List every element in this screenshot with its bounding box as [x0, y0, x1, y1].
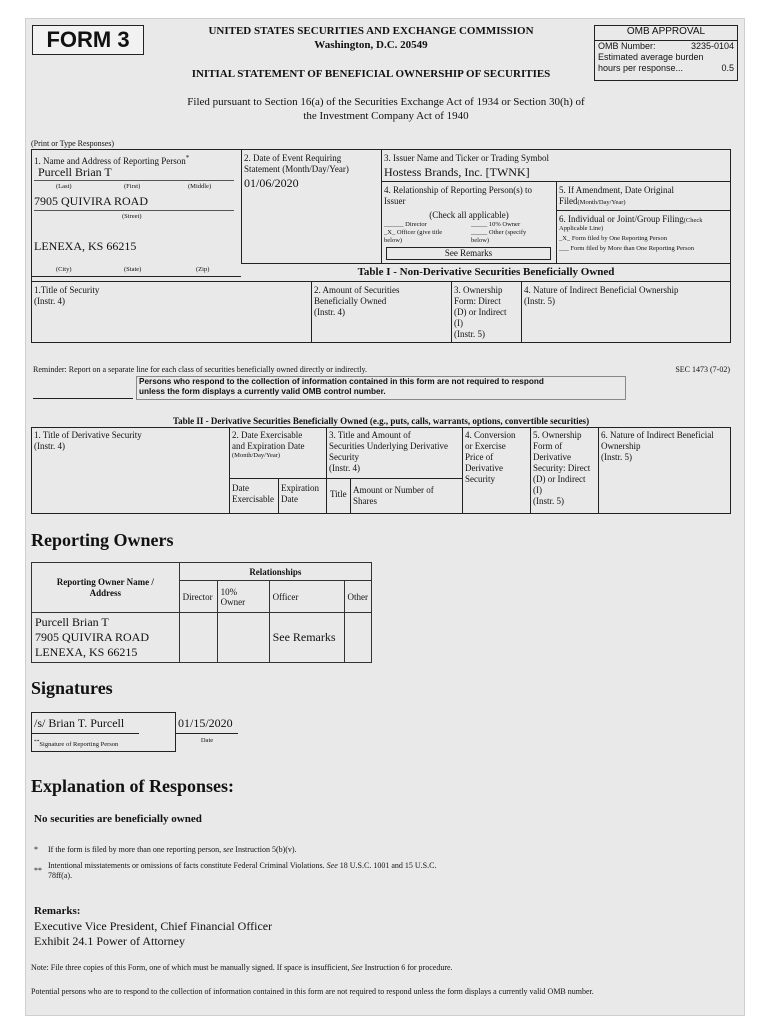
- ten-pct-owner-header: 10% Owner: [217, 581, 269, 613]
- table1-title: Table I - Non-Derivative Securities Beneficially Owned: [357, 266, 615, 278]
- street-label: (Street): [122, 213, 142, 220]
- box3-label: 3. Issuer Name and Ticker or Trading Symbol: [384, 153, 549, 163]
- footnote-1-text: If the form is filed by more than one reporting person, see Instruction 5(b)(v).: [48, 845, 297, 854]
- omb-notice-line2: unless the form displays a currently valid OMB control number.: [139, 387, 386, 396]
- table2-col5-header: 5. Ownership Form of Derivative Security: Direct (D) or Indirect (I) (Instr. 5): [533, 430, 591, 506]
- form-page: [25, 18, 745, 1016]
- omb-number-label: OMB Number:: [598, 41, 656, 51]
- table2-title-subcol: Title: [330, 489, 347, 499]
- zip-label: (Zip): [196, 266, 210, 273]
- omb-notice-line1: Persons who respond to the collection of information contained in this form are not required to respond: [139, 377, 544, 386]
- footnote-2-text: Intentional misstatements or omissions of facts constitute Federal Criminal Violations. See 18 U.S.C. 1001 and 15 U.S.C. 78ff(a).: [48, 861, 437, 880]
- box2-label-line1: 2. Date of Event Requiring: [244, 153, 342, 163]
- omb-title: OMB APPROVAL: [595, 26, 737, 41]
- middle-label: (Middle): [188, 183, 212, 190]
- box2-label-line2: Statement (Month/Day/Year): [244, 164, 349, 174]
- owner-other-cell: [344, 613, 372, 663]
- remarks-line1: Executive Vice President, Chief Financial Officer: [34, 919, 273, 933]
- signature-mark: **: [34, 739, 40, 745]
- agency-location: Washington, D.C. 20549: [314, 39, 428, 51]
- box4-label-line1: 4. Relationship of Reporting Person(s) to: [384, 185, 532, 195]
- reporting-owners-table: [31, 562, 372, 663]
- owner-director-cell: [179, 613, 217, 663]
- issuer-name-ticker: Hostess Brands, Inc. [TWNK]: [384, 165, 530, 179]
- footnote-1-mark: *: [34, 845, 38, 854]
- box6-label: 6. Individual or Joint/Group Filing(Check: [559, 214, 703, 224]
- director-option: ______ Director: [384, 221, 427, 228]
- box1-asterisk: *: [185, 154, 190, 162]
- officer-header: Officer: [269, 581, 344, 613]
- omb-hours-label: hours per response...: [598, 63, 684, 73]
- ten-pct-owner-option: _____ 10% Owner: [471, 221, 521, 228]
- owner-ten-pct-cell: [217, 613, 269, 663]
- reporting-person-name: Purcell Brian T: [38, 165, 112, 179]
- owner-name-header: Reporting Owner Name / Address: [32, 563, 180, 613]
- omb-hours-value: 0.5: [721, 63, 734, 73]
- other-header: Other: [344, 581, 372, 613]
- table2-col1-header: 1. Title of Derivative Security (Instr. 4): [34, 430, 142, 451]
- other-below-label: below): [471, 237, 490, 244]
- signatures-heading: Signatures: [31, 678, 113, 698]
- officer-checked-mark: _X_: [384, 229, 396, 236]
- print-type-note: (Print or Type Responses): [31, 139, 115, 148]
- officer-title-box: See Remarks: [386, 247, 551, 260]
- table2-col4-header: 4. Conversion or Exercise Price of Derivative Security: [465, 430, 516, 484]
- signature-date-value: 01/15/2020: [178, 716, 233, 730]
- other-option: _____ Other (specify: [471, 229, 527, 236]
- omb-notice-box: [136, 376, 626, 400]
- check-all-applicable: (Check all applicable): [429, 210, 509, 220]
- signature-value: /s/ Brian T. Purcell: [34, 716, 125, 730]
- box5-label: 5. If Amendment, Date Original: [559, 185, 674, 195]
- omb-approval-box: [594, 25, 738, 81]
- potential-persons-note: Potential persons who are to respond to the collection of information contained in this form are not required to respond unless the form displays a currently valid OMB number.: [31, 987, 594, 996]
- city-state-zip-value: LENEXA, KS 66215: [34, 239, 137, 253]
- filed-pursuant-line2: the Investment Company Act of 1940: [303, 110, 469, 122]
- box6-option-one-person: _X_ Form filed by One Reporting Person: [559, 235, 667, 242]
- omb-number-value: 3235-0104: [690, 41, 734, 51]
- table1-col4-header: 4. Nature of Indirect Beneficial Ownership (Instr. 5): [524, 285, 679, 306]
- box5-date-format: (Month/Day/Year): [577, 199, 626, 206]
- footnote-2-mark: **: [34, 866, 42, 875]
- table1-col3-header: 3. Ownership Form: Direct (D) or Indirect (I) (Instr. 5): [454, 285, 507, 339]
- box1-label: 1. Name and Address of Reporting Person*: [34, 154, 190, 166]
- reminder-text: Reminder: Report on a separate line for each class of securities beneficially owned directly or indirectly.: [33, 365, 368, 374]
- last-label: (Last): [56, 183, 72, 190]
- omb-burden-label: Estimated average burden: [598, 52, 704, 62]
- box6-check: (Check: [683, 217, 703, 224]
- table1-col1-header: 1.Title of Security (Instr. 4): [34, 285, 100, 306]
- officer-below-label: below): [384, 237, 403, 244]
- city-label: (City): [56, 266, 72, 273]
- table2-title: Table II - Derivative Securities Beneficially Owned (e.g., puts, calls, warrants, options, convertible securities): [172, 416, 590, 426]
- statement-title: INITIAL STATEMENT OF BENEFICIAL OWNERSHIP OF SECURITIES: [191, 68, 551, 80]
- sec-form-number: SEC 1473 (7-02): [675, 365, 730, 374]
- remarks-line2: Exhibit 24.1 Power of Attorney: [34, 934, 185, 948]
- table2-col6-header: 6. Nature of Indirect Beneficial Ownership (Instr. 5): [601, 430, 714, 462]
- agency-name: UNITED STATES SECURITIES AND EXCHANGE COMMISSION: [208, 25, 534, 37]
- director-header: Director: [179, 581, 217, 613]
- owner-name-address-cell: Purcell Brian T 7905 QUIVIRA ROAD LENEXA, KS 66215: [32, 613, 180, 663]
- owner-officer-cell: See Remarks: [269, 613, 344, 663]
- table1-col2-header: 2. Amount of Securities Beneficially Owned (Instr. 4): [314, 285, 400, 317]
- relationships-header: Relationships: [179, 563, 371, 581]
- box5-filed: Filed(Month/Day/Year): [559, 196, 626, 206]
- box4-label-line2: Issuer: [384, 196, 406, 206]
- table2-date-exercisable: Date Exercisable: [232, 483, 274, 504]
- first-label: (First): [124, 183, 141, 190]
- form-label-box: [32, 25, 144, 55]
- table2-col2-header: 2. Date Exercisable and Expiration Date (Month/Day/Year): [232, 430, 305, 459]
- reporting-owners-heading: Reporting Owners: [31, 530, 174, 550]
- box6-applicable: Applicable Line): [559, 225, 604, 232]
- event-date-value: 01/06/2020: [244, 176, 299, 190]
- no-securities-note: No securities are beneficially owned: [34, 813, 202, 825]
- officer-option: _X_ Officer (give title: [384, 229, 443, 236]
- table2-amount-subcol: Amount or Number of Shares: [353, 485, 434, 506]
- table2-expiration-date: Expiration Date: [281, 483, 319, 504]
- street-value: 7905 QUIVIRA ROAD: [34, 194, 148, 208]
- filed-pursuant-line1: Filed pursuant to Section 16(a) of the Securities Exchange Act of 1934 or Section 30(h) of: [187, 96, 585, 108]
- file-copies-note: Note: File three copies of this Form, one of which must be manually signed. If space is insufficient, See Instruction 6 for procedure.: [31, 963, 453, 972]
- form-label: FORM 3: [46, 27, 130, 52]
- state-label: (State): [124, 266, 142, 273]
- remarks-heading: Remarks:: [34, 905, 81, 917]
- explanation-heading: Explanation of Responses:: [31, 776, 235, 796]
- signature-date-label: Date: [200, 737, 214, 744]
- signature-label: **Signature of Reporting Person: [34, 739, 119, 749]
- box6-option-more-persons: ___ Form filed by More than One Reporting Person: [559, 245, 695, 252]
- table2-col3-header: 3. Title and Amount of Securities Underlying Derivative Security (Instr. 4): [329, 430, 448, 473]
